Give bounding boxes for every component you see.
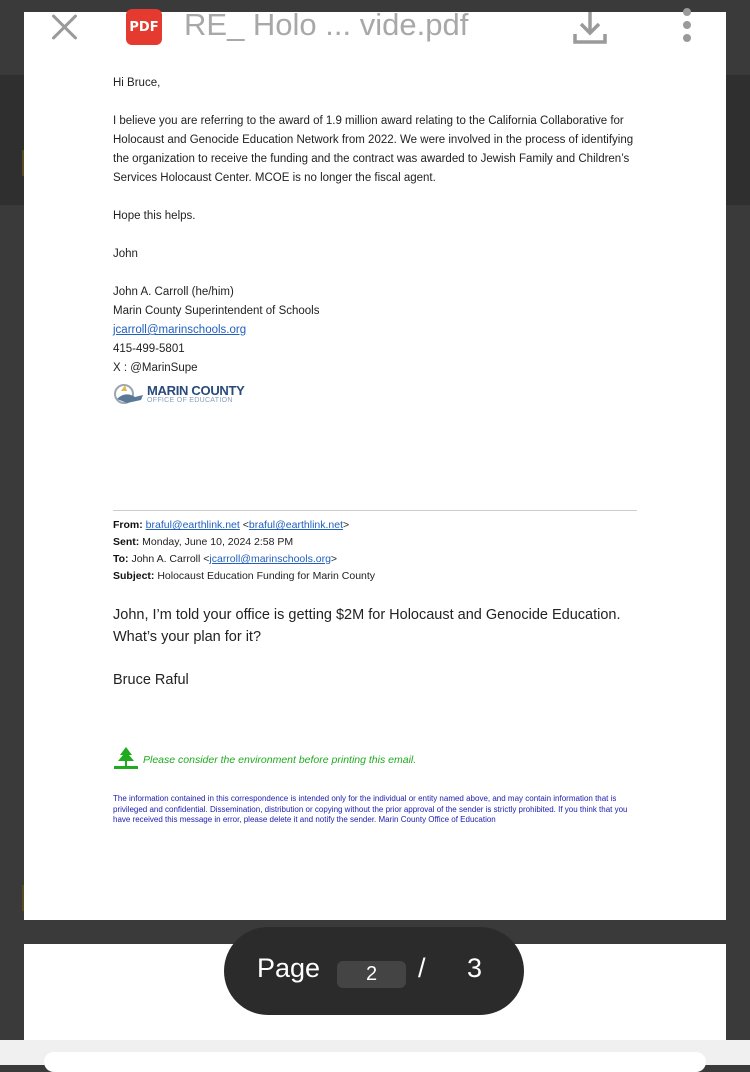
forwarded-header	[113, 517, 643, 585]
signature-name: John A. Carroll (he/him)	[113, 286, 234, 298]
to-line: To: John A. Carroll <jcarroll@marinschools.org>	[113, 553, 338, 565]
from-line: From: braful@earthlink.net <braful@earthlink.net>	[113, 519, 350, 531]
confidentiality-disclaimer: The information contained in this correspondence is intended only for the individual or entity named above, and may contain information that is privileged and confidential. Dissemination, distribution or copying without the prior approval of the sender is strictly prohibited. If you think that you have received this message in error, please delete it and notify the sender. Marin County Office of Education	[113, 794, 628, 824]
greeting: Hi Bruce,	[113, 77, 161, 89]
download-icon[interactable]	[572, 8, 608, 46]
environment-note	[113, 748, 416, 772]
closing-line: Hope this helps.	[113, 210, 196, 222]
marin-county-logo	[113, 380, 643, 412]
email-body	[113, 74, 643, 412]
viewer-toolbar	[0, 0, 750, 60]
more-vert-icon[interactable]	[680, 8, 694, 48]
file-title: RE_ Holo ... vide.pdf	[184, 7, 469, 42]
page-total: 3	[467, 953, 483, 983]
divider	[113, 510, 637, 511]
close-icon[interactable]	[46, 8, 84, 46]
tree-icon	[113, 746, 139, 775]
logo-sub-text: OFFICE OF EDUCATION	[147, 397, 233, 404]
page-separator: /	[418, 953, 426, 983]
from-email-link[interactable]: braful@earthlink.net	[145, 519, 240, 531]
environment-text: Please consider the environment before printing this email.	[143, 754, 417, 766]
signature-title: Marin County Superintendent of Schools	[113, 305, 320, 317]
lamp-logo-icon	[113, 382, 145, 410]
from-email-link-2[interactable]: braful@earthlink.net	[248, 519, 344, 531]
logo-main-text: MARIN COUNTY	[147, 383, 245, 398]
signature-block	[113, 283, 643, 412]
signature-x-handle: X : @MarinSupe	[113, 362, 198, 374]
pdf-page	[24, 12, 726, 920]
forwarded-message: John, I’m told your office is getting $2M for Holocaust and Genocide Education. What’s your plan for it?	[113, 607, 621, 645]
page-label: Page	[257, 953, 321, 983]
pdf-file-icon: PDF	[126, 9, 162, 45]
forwarded-signoff: Bruce Raful	[113, 672, 189, 688]
subject-line: Subject: Holocaust Education Funding for Marin County	[113, 570, 376, 582]
sent-line: Sent: Monday, June 10, 2024 2:58 PM	[113, 536, 294, 548]
signature-phone: 415-499-5801	[113, 343, 185, 355]
to-email-link[interactable]: jcarroll@marinschools.org	[209, 553, 331, 565]
bottom-search-pill[interactable]	[44, 1052, 706, 1072]
sender-first-name: John	[113, 248, 138, 260]
signature-email-link[interactable]: jcarroll@marinschools.org	[113, 324, 247, 336]
page-indicator	[224, 927, 524, 1015]
reply-paragraph: I believe you are referring to the award of 1.9 million award relating to the California Collaborative for Holocaust and Genocide Education Network from 2022. We were involved in the process of identifying the organization to receive the funding and the contract was awarded to Jewish Family and Children’s Services Holocaust Center. MCOE is no longer the fiscal agent.	[113, 115, 634, 184]
page-number-input[interactable]: 2	[337, 961, 406, 988]
